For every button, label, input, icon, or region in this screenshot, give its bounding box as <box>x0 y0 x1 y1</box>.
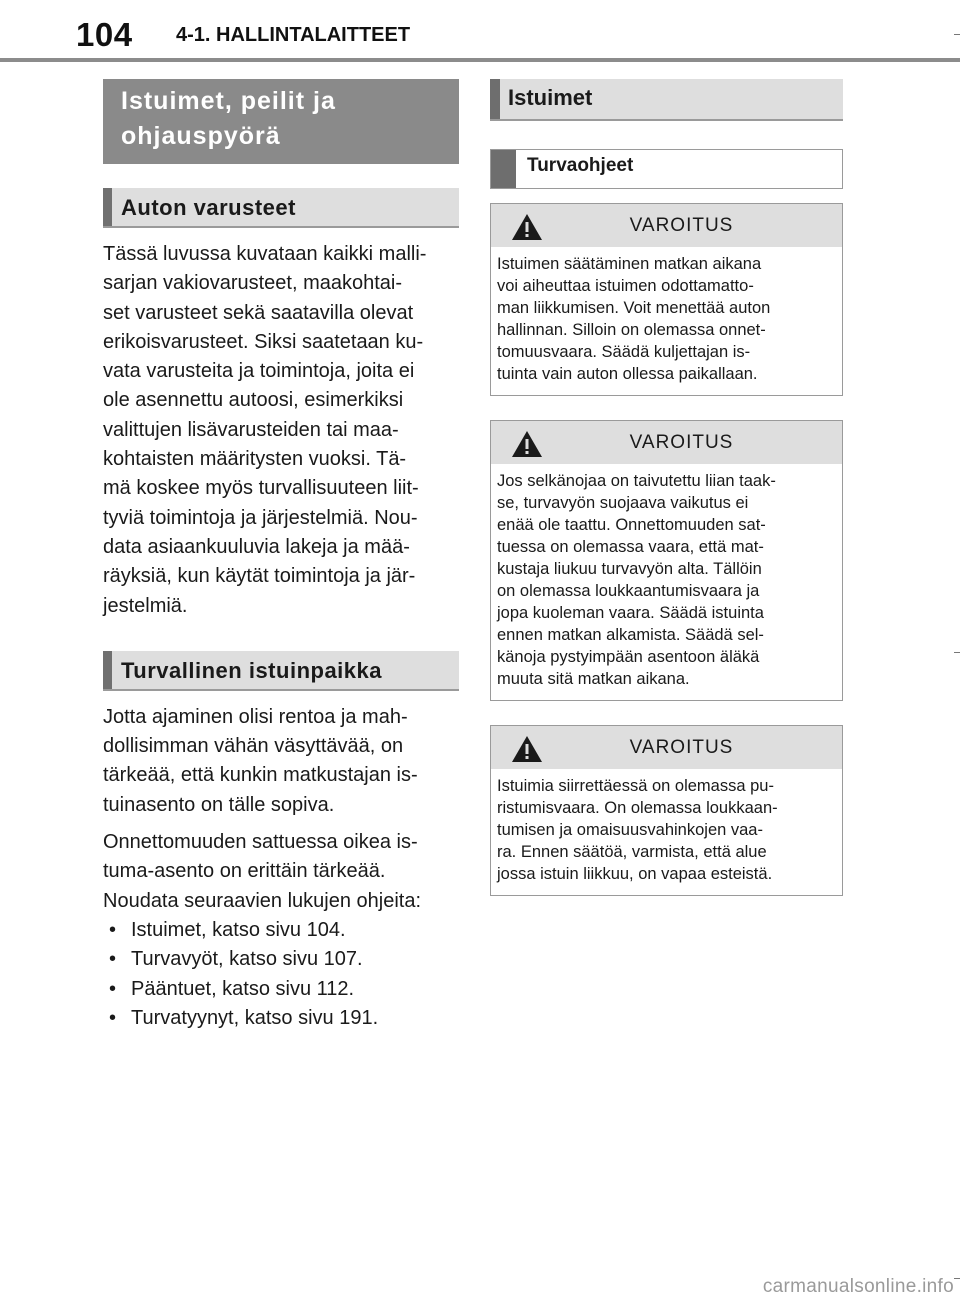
seating-paragraph-2 <box>103 828 459 916</box>
text-line: enää ole taattu. Onnettomuuden sat- <box>497 516 766 534</box>
text-line: set varusteet sekä saatavilla olevat <box>103 301 414 324</box>
warning-title: VAROITUS <box>629 431 734 453</box>
text-line: kohtaisten määritysten vuoksi. Tä- <box>103 448 407 471</box>
text-line: ra. Ennen säätöä, varmista, että alue <box>497 843 767 861</box>
list-item: • Turvatyynyt, katso sivu 191. <box>103 1004 459 1033</box>
crop-mark <box>954 1278 960 1279</box>
text-line: jestelmiä. <box>103 594 188 617</box>
text-line: Tässä luvussa kuvataan kaikki malli- <box>103 243 427 265</box>
text-line: ennen matkan alkamista. Säädä sel- <box>497 626 764 644</box>
text-line: Onnettomuuden sattuessa oikea is- <box>103 831 418 854</box>
text-line: tärkeää, että kunkin matkustajan is- <box>103 764 418 787</box>
text-line: man liikkumisen. Voit menettää auton <box>497 299 771 317</box>
list-item: • Istuimet, katso sivu 104. <box>103 916 459 945</box>
warning-header <box>491 421 842 464</box>
warning-triangle-icon <box>511 735 543 763</box>
warning-text <box>491 464 842 700</box>
crop-mark <box>954 34 960 35</box>
text-line: tuma-asento on erittäin tärkeää. <box>103 860 386 883</box>
warning-header <box>491 204 842 247</box>
text-line: tuinasento on tälle sopiva. <box>103 793 335 816</box>
text-line: Istuimia siirrettäessä on olemassa pu- <box>497 777 774 795</box>
warning-text <box>491 769 842 895</box>
text-line: muuta sitä matkan aikana. <box>497 670 690 688</box>
subsection-title-seating: Turvallinen istuinpaikka <box>103 651 459 691</box>
text-line: kustaja liukuu turvavyön alta. Tällöin <box>497 560 762 578</box>
subsection-title-safety: Turvaohjeet <box>490 149 843 189</box>
text-line: ole asennettu autoosi, esimerkiksi <box>103 389 404 412</box>
text-line: Jotta ajaminen olisi rentoa ja mah- <box>103 705 408 728</box>
text-line: tyviä toimintoja ja järjestelmiä. Nou- <box>103 506 418 529</box>
text-line: känoja pystyimpään asentoon äläkä <box>497 648 760 666</box>
text-line: voi aiheuttaa istuimen odottamatto- <box>497 277 754 295</box>
left-column <box>103 79 459 1033</box>
list-item: • Pääntuet, katso sivu 112. <box>103 975 459 1004</box>
text-line: tuinta vain auton ollessa paikallaan. <box>497 365 758 383</box>
text-line: ristumisvaara. On olemassa loukkaan- <box>497 799 778 817</box>
crop-mark <box>954 652 960 653</box>
text-line: on olemassa loukkaantumisvaara ja <box>497 582 760 600</box>
text-line: valittujen lisävarusteiden tai maa- <box>103 418 399 441</box>
text-line: räyksiä, kun käytät toimintoja ja jär- <box>103 565 416 588</box>
text-line: mä koskee myös turvallisuuteen liit- <box>103 477 419 500</box>
text-line: jossa istuin liikkuu, on vapaa esteistä. <box>497 865 773 883</box>
text-line: tumisen ja omaisuusvahinkojen vaa- <box>497 821 763 839</box>
equipment-paragraph <box>103 240 459 621</box>
text-line: erikoisvarusteet. Siksi saatetaan ku- <box>103 330 424 353</box>
subsection-title-equipment: Auton varusteet <box>103 188 459 228</box>
list-item: • Turvavyöt, katso sivu 107. <box>103 945 459 974</box>
seating-paragraph-1 <box>103 703 459 820</box>
watermark: carmanualsonline.info <box>762 1276 954 1297</box>
text-line: jopa kuoleman vaara. Säädä istuinta <box>497 604 764 622</box>
warning-text <box>491 247 842 395</box>
page-header <box>0 0 960 62</box>
warning-title: VAROITUS <box>629 736 734 758</box>
text-line: data asiaankuuluvia lakeja ja mää- <box>103 535 410 558</box>
text-line: sarjan vakiovarusteet, maakohtai- <box>103 272 403 295</box>
text-line: tuessa on olemassa vaara, että mat- <box>497 538 764 556</box>
section-title-seats: Istuimet <box>490 79 843 121</box>
section-title: Istuimet, peilit ja ohjauspyörä <box>103 79 459 164</box>
right-column <box>490 79 843 896</box>
text-line: Jos selkänojaa on taivutettu liian taak- <box>497 472 776 490</box>
page-number: 104 <box>76 16 133 53</box>
chapter-title: 4-1. HALLINTALAITTEET <box>176 24 411 46</box>
text-line: dollisimman vähän väsyttävää, on <box>103 735 404 758</box>
text-line: vata varusteita ja toimintoja, joita ei <box>103 360 415 383</box>
text-line: tomuusvaara. Säädä kuljettajan is- <box>497 343 751 361</box>
warning-box <box>490 725 843 896</box>
header-rule <box>0 58 960 62</box>
text-line: se, turvavyön suojaava vaikutus ei <box>497 494 749 512</box>
warning-triangle-icon <box>511 430 543 458</box>
warning-title: VAROITUS <box>629 214 734 236</box>
text-line: Noudata seuraavien lukujen ohjeita: <box>103 889 421 912</box>
text-line: hallinnan. Silloin on olemassa onnet- <box>497 321 766 339</box>
reference-list <box>103 916 459 1033</box>
warning-box <box>490 420 843 701</box>
warning-box <box>490 203 843 396</box>
text-line: Istuimen säätäminen matkan aikana <box>497 255 762 273</box>
warning-triangle-icon <box>511 213 543 241</box>
warning-header <box>491 726 842 769</box>
